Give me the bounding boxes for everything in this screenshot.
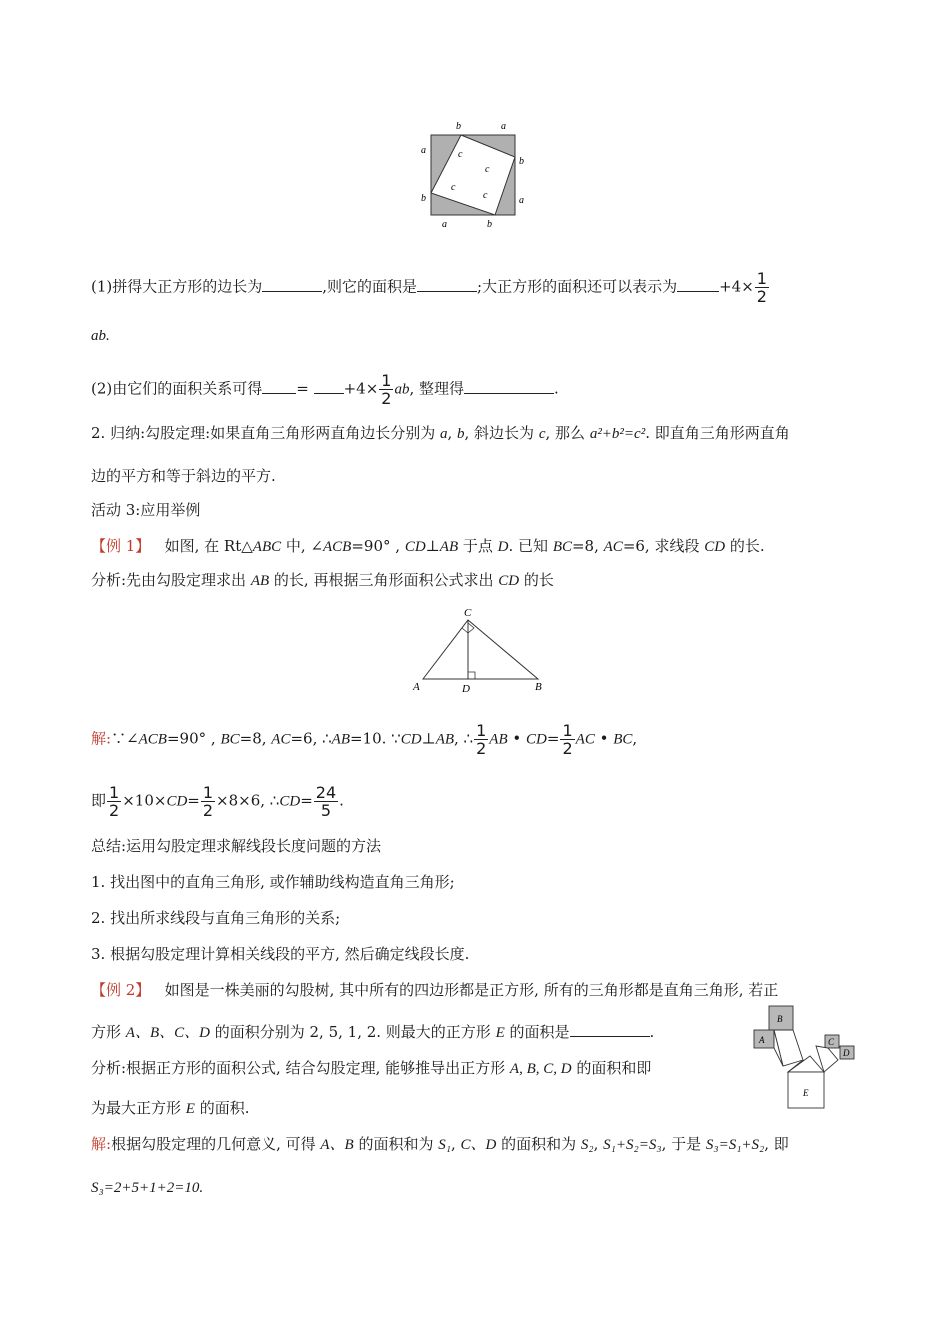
example-2-solution-line-2: S₃=2+5+1+2=10. (91, 1180, 204, 1196)
label-bottom-a: a (442, 219, 447, 230)
example-2-analysis-line-1: 分析:根据正方形的面积公式, 结合勾股定理, 能够推导出正方形 A, B, C, D 的面积和即 (91, 1059, 652, 1077)
vertex-D: D (462, 683, 470, 695)
blank-area[interactable] (417, 277, 477, 292)
label-inner-c1: c (458, 149, 463, 160)
label-right-a: a (519, 195, 524, 206)
vertex-C: C (464, 607, 472, 619)
method-title: 总结:运用勾股定理求解线段长度问题的方法 (91, 837, 382, 855)
theorem-line-2: 边的平方和等于斜边的平方. (91, 467, 276, 485)
blank-largest-square-area[interactable] (570, 1022, 650, 1037)
activity-3-heading: 活动 3:应用举例 (91, 501, 201, 519)
label-left-a: a (421, 145, 426, 156)
tree-label-B: B (777, 1014, 783, 1024)
pythagoras-square-figure (413, 118, 533, 233)
theorem-line-1: 2. 归纳:勾股定理:如果直角三角形两直角边长分别为 a, b, 斜边长为 c, 那么 a²+b²=c². 即直角三角形两直角 (91, 424, 790, 442)
label-inner-c3: c (451, 182, 456, 193)
label-right-b: b (519, 156, 524, 167)
vertex-B: B (535, 681, 542, 693)
right-triangle-figure (405, 604, 555, 696)
example-1-solution-line-1: 解:∵∠ACB=90° , BC=8, AC=6, ∴AB=10. ∵CD⊥AB, ∴ $\frac{1}{2}$ AB • CD= $\frac{1}{2}$ AC • BC, (91, 721, 638, 758)
label-inner-c4: c (483, 190, 488, 201)
blank-result[interactable] (464, 379, 554, 394)
question-1: (1)拼得大正方形的边长为 ,则它的面积是 ;大正方形的面积还可以表示为 +4× $\frac{1}{2}$ (91, 269, 767, 306)
label-top-b: b (456, 121, 461, 132)
blank-right-side[interactable] (314, 379, 344, 394)
result-fraction: $\frac{24}{5}$ (315, 783, 337, 820)
label-inner-c2: c (485, 164, 490, 175)
method-step-3: 3. 根据勾股定理计算相关线段的平方, 然后确定线段长度. (91, 945, 470, 963)
question-2: (2)由它们的面积关系可得 = +4× $\frac{1}{2}$ ab, 整理得 . (91, 371, 559, 408)
pythagoras-tree-figure (748, 1000, 860, 1112)
example-1-solution-line-2: 即 $\frac{1}{2}$ ×10×CD= $\frac{1}{2}$ ×8×6, ∴CD= $\frac{24}{5}$ . (91, 783, 344, 820)
question-1-tail: ab. (91, 328, 110, 344)
tree-label-D: D (843, 1048, 850, 1058)
example-2-question-line-2: 方形 A、B、C、D 的面积分别为 2, 5, 1, 2. 则最大的正方形 E 的面积是 . (91, 1023, 655, 1041)
label-left-b: b (421, 193, 426, 204)
method-step-1: 1. 找出图中的直角三角形, 或作辅助线构造直角三角形; (91, 873, 455, 891)
blank-side-length[interactable] (262, 277, 322, 292)
tree-label-E: E (803, 1088, 809, 1098)
tree-label-C: C (828, 1037, 835, 1047)
label-bottom-b: b (487, 219, 492, 230)
blank-left-side[interactable] (262, 379, 296, 394)
blank-area-expression[interactable] (677, 277, 719, 292)
vertex-A: A (413, 681, 420, 693)
fraction-half-2: $\frac{1}{2}$ (381, 371, 392, 408)
label-top-a: a (501, 121, 506, 132)
fraction-half: $\frac{1}{2}$ (756, 269, 767, 306)
example-1-analysis: 分析:先由勾股定理求出 AB 的长, 再根据三角形面积公式求出 CD 的长 (91, 571, 554, 589)
example-2-analysis-line-2: 为最大正方形 E 的面积. (91, 1099, 250, 1117)
tree-label-A: A (759, 1035, 765, 1045)
example-1-question: 【例 1】 如图, 在 Rt△ABC 中, ∠ACB=90° , CD⊥AB 于点 D. 已知 BC=8, AC=6, 求线段 CD 的长. (91, 537, 765, 555)
example-2-question-line-1: 【例 2】 如图是一株美丽的勾股树, 其中所有的四边形都是正方形, 所有的三角形都是直角三角形, 若正 (91, 981, 779, 999)
method-step-2: 2. 找出所求线段与直角三角形的关系; (91, 909, 341, 927)
example-2-solution-line-1: 解:根据勾股定理的几何意义, 可得 A、B 的面积和为 S₁, C、D 的面积和为 S₂, S₁+S₂=S₃, 于是 S₃=S₁+S₂, 即 (91, 1135, 789, 1153)
